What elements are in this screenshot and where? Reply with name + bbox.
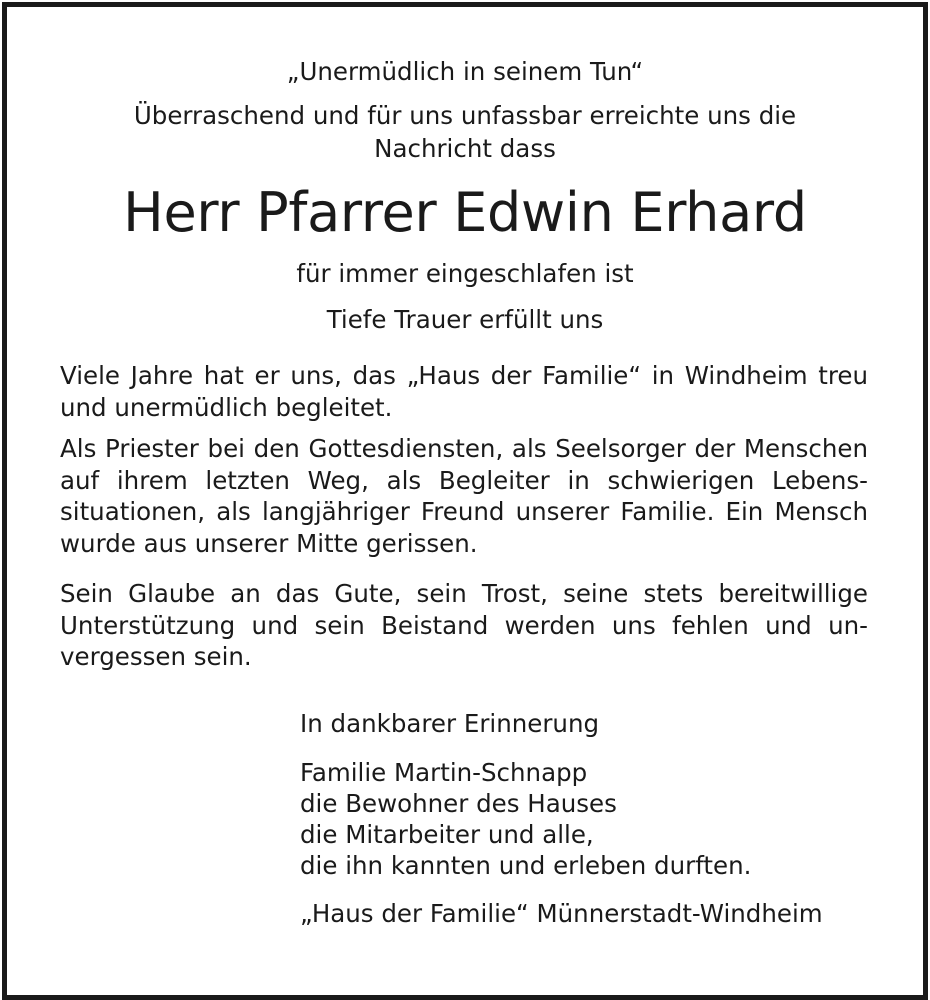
intro-line: Überraschend und für uns unfassbar erreichte uns die <box>133 101 797 130</box>
house-signature: „Haus der Familie“ Münnerstadt-Windheim <box>300 899 823 928</box>
asleep-line: für immer eingeschlafen ist <box>296 259 634 288</box>
mourner-line: die Mitarbeiter und alle, <box>300 820 594 849</box>
paragraph-line: Unterstützung und sein Beistand werden uns fehlen und un- <box>60 610 868 640</box>
paragraph-line: wurde aus unserer Mitte gerissen. <box>60 528 478 558</box>
motto-quote: „Unermüdlich in seinem Tun“ <box>286 57 644 86</box>
deceased-name: Herr Pfarrer Edwin Erhard <box>123 181 807 244</box>
thanks-line: In dankbarer Erinnerung <box>300 709 600 738</box>
mourners-list <box>300 757 751 881</box>
paragraph-line: Viele Jahre hat er uns, das „Haus der Familie“ in Windheim treu <box>60 361 868 390</box>
intro-line: Nachricht dass <box>374 134 556 163</box>
paragraph-line: Als Priester bei den Gottesdiensten, als Seelsorger der Menschen <box>60 434 868 463</box>
mourner-line: die Bewohner des Hauses <box>300 789 617 818</box>
paragraph-line: vergessen sein. <box>60 642 252 671</box>
intro-text <box>0 99 930 165</box>
paragraph-line: auf ihrem letzten Weg, als Begleiter in schwierigen Lebens- <box>60 465 868 495</box>
paragraph-line: situationen, als langjähriger Freund unserer Familie. Ein Mensch <box>60 497 868 526</box>
paragraph-line: Sein Glaube an das Gute, sein Trost, seine stets bereitwillige <box>60 579 868 608</box>
paragraph-2 <box>60 433 868 559</box>
mourner-line: Familie Martin-Schnapp <box>300 758 588 787</box>
paragraph-3 <box>60 578 868 673</box>
paragraph-line: und unermüdlich begleitet. <box>60 392 393 422</box>
grief-line: Tiefe Trauer erfüllt uns <box>326 305 604 334</box>
mourner-line: die ihn kannten und erleben durften. <box>300 851 752 880</box>
paragraph-1 <box>60 360 868 423</box>
